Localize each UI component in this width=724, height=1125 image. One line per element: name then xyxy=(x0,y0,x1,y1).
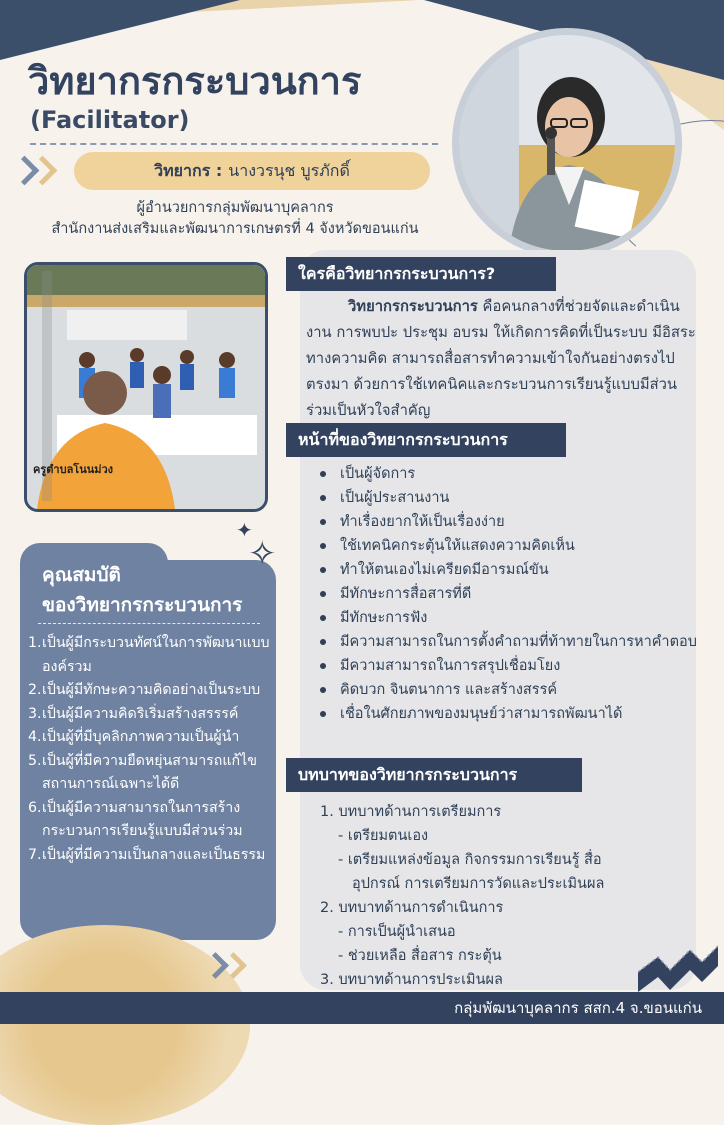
title-divider xyxy=(30,143,438,145)
role-item: 1. บทบาทด้านการเตรียมการ xyxy=(320,804,502,820)
role-item: - เตรียมตนเอง xyxy=(338,828,429,844)
qualification-number: 4. xyxy=(28,729,42,745)
who-heading: ใครคือวิทยากรกระบวนการ? xyxy=(286,257,556,291)
activity-photo-image xyxy=(27,265,265,509)
qualifications-title xyxy=(42,560,272,620)
duty-item: มีทักษะการสื่อสารที่ดี xyxy=(318,582,698,606)
qualification-text: เป็นผู้ที่มีความเป็นกลางและเป็นธรรม xyxy=(42,846,266,863)
qualification-number: 7. xyxy=(28,846,42,863)
role-item: อุปกรณ์ การเตรียมการวัดและประเมินผล xyxy=(352,876,605,892)
sparkle-icon: ✦ xyxy=(236,518,253,542)
qualifications-title-line-2: ของวิทยากรกระบวนการ xyxy=(42,594,243,616)
roles-heading: บทบาทของวิทยากรกระบวนการ xyxy=(286,758,582,792)
role-item: 2. บทบาทด้านการดำเนินการ xyxy=(320,900,504,916)
who-lead: วิทยากรกระบวนการ xyxy=(348,298,478,315)
duty-item: มีความสามารถในการตั้งคำถามที่ท้าทายในการหาคำตอบ xyxy=(318,630,698,654)
shirt-text: ครูตำบลโนนม่วง xyxy=(33,463,114,476)
speaker-position xyxy=(0,198,470,240)
sparkle-icon: ✧ xyxy=(248,534,277,574)
duty-item: เป็นผู้จัดการ xyxy=(318,462,698,486)
duty-item: มีความสามารถในการสรุปเชื่อมโยง xyxy=(318,654,698,678)
qualification-text: เป็นผู้มีความสามารถในการสร้างกระบวนการเรียนรู้แบบมีส่วนร่วม xyxy=(42,799,243,839)
qualification-item xyxy=(28,632,276,679)
qualification-text: เป็นผู้มีทักษะความคิดอย่างเป็นระบบ xyxy=(42,682,261,698)
qualification-number: 6. xyxy=(28,799,42,816)
position-line-2: สำนักงานส่งเสริมและพัฒนาการเกษตรที่ 4 จังหวัดขอนแก่น xyxy=(51,221,419,237)
qualifications-list xyxy=(28,632,276,867)
qualification-text: เป็นผู้ที่มีความยืดหยุ่นสามารถแก้ไขสถานการณ์เฉพาะได้ดี xyxy=(42,752,257,792)
speaker-portrait xyxy=(452,28,682,258)
duty-item: เป็นผู้ประสานงาน xyxy=(318,486,698,510)
qualification-text: เป็นผู้มีกระบวนทัศน์ในการพัฒนาแบบองค์รวม xyxy=(42,635,270,675)
qualification-item xyxy=(28,750,276,797)
qualifications-divider xyxy=(38,623,260,624)
speaker-portrait-image xyxy=(459,35,675,251)
qualification-item xyxy=(28,703,276,727)
duty-item: เชื่อในศักยภาพของมนุษย์ว่าสามารถพัฒนาได้ xyxy=(318,702,698,726)
qualification-item xyxy=(28,679,276,703)
qualification-number: 1. xyxy=(28,635,42,651)
page-subtitle: (Facilitator) xyxy=(30,106,190,134)
qualification-item xyxy=(28,844,276,868)
footer-bar xyxy=(0,992,724,1024)
qualification-number: 3. xyxy=(28,705,42,722)
role-item: - ช่วยเหลือ สื่อสาร กระตุ้น xyxy=(338,948,502,964)
qualifications-title-line-1: คุณสมบัติ xyxy=(42,564,121,586)
duty-item: ทำเรื่องยากให้เป็นเรื่องง่าย xyxy=(318,510,698,534)
chevron-right-icon xyxy=(28,156,58,186)
page-title: วิทยากรกระบวนการ xyxy=(28,59,362,103)
qualification-item xyxy=(28,726,276,750)
role-item: - การเป็นผู้นำเสนอ xyxy=(338,924,456,940)
position-line-1: ผู้อำนวยการกลุ่มพัฒนาบุคลากร xyxy=(136,200,334,216)
role-item: - เตรียมแหล่งข้อมูล กิจกรรมการเรียนรู้ สื่อ xyxy=(338,852,602,868)
zigzag-icon xyxy=(638,932,718,992)
speaker-badge xyxy=(74,152,430,190)
qualification-text: เป็นผู้มีความคิดริเริ่มสร้างสรรรค์ xyxy=(42,705,239,722)
footer-text: กลุ่มพัฒนาบุคลากร สสก.4 จ.ขอนแก่น xyxy=(454,999,702,1017)
duty-item: ใช้เทคนิคกระตุ้นให้แสดงความคิดเห็น xyxy=(318,534,698,558)
duty-item: คิดบวก จินตนาการ และสร้างสรรค์ xyxy=(318,678,698,702)
activity-photo xyxy=(24,262,268,512)
role-item: 3. บทบาทด้านการประเมินผล xyxy=(320,972,503,988)
who-text: คือคนกลางที่ช่วยจัดและดำเนินงาน การพบปะ ประชุม อบรม ให้เกิดการคิดที่เป็นระบบ มีอิสระทางความคิด สามารถสื่อสารทำความเข้าใจกันอย่างตรงไปตรงมา ด้วยการใช้เทคนิคและกระบวนการเรียนรู้แบบมีส่วนร่วมเป็นหัวใจสำคัญ xyxy=(306,298,696,419)
qualification-number: 2. xyxy=(28,682,42,698)
qualification-item xyxy=(28,797,276,844)
who-description xyxy=(306,294,698,424)
qualification-number: 5. xyxy=(28,752,42,769)
duty-item: ทำให้ตนเองไม่เครียดมีอารมณ์ขัน xyxy=(318,558,698,582)
speaker-label: วิทยากร : xyxy=(154,160,223,180)
duty-item: มีทักษะการฟัง xyxy=(318,606,698,630)
qualification-text: เป็นผู้ที่มีบุคลิกภาพความเป็นผู้นำ xyxy=(42,729,240,745)
duties-list xyxy=(318,462,698,726)
duties-heading: หน้าที่ของวิทยากรกระบวนการ xyxy=(286,423,566,457)
speaker-name: นางวรนุช บูรภักดิ์ xyxy=(228,160,350,180)
